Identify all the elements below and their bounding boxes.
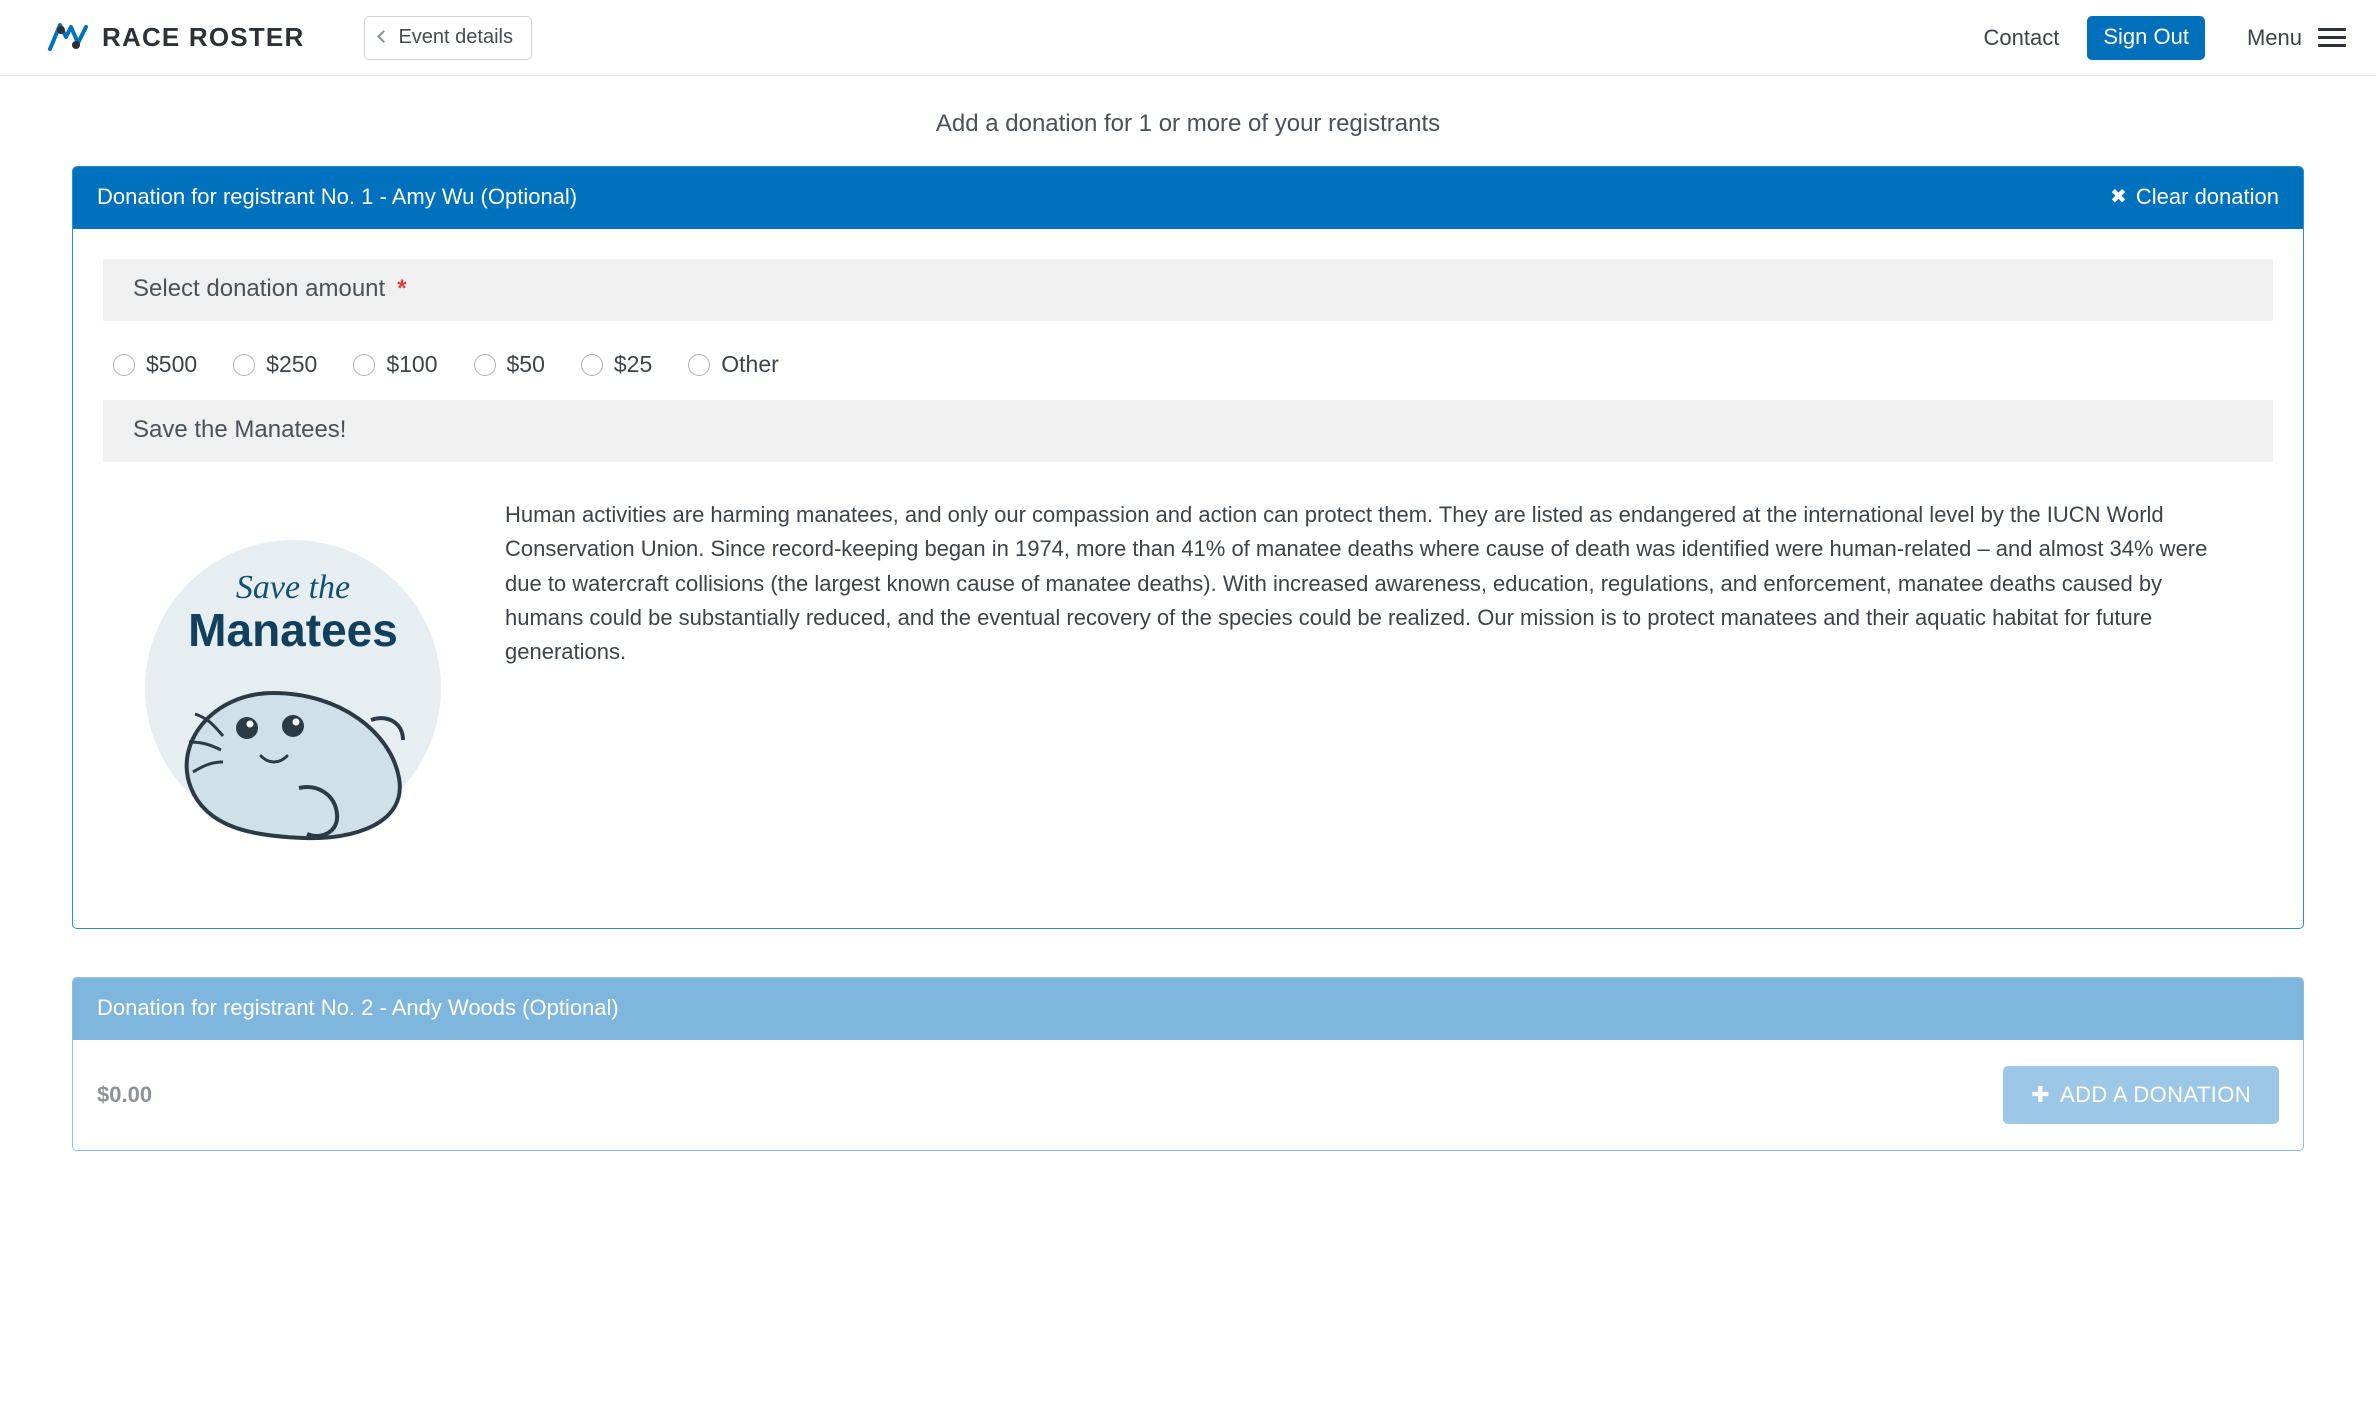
- donation-panel-1-header: [73, 167, 2303, 229]
- header-actions: [1984, 16, 2346, 60]
- select-donation-amount-header: [103, 259, 2273, 321]
- donation-panel-1-title: Donation for registrant No. 1 - Amy Wu (Optional): [97, 184, 578, 209]
- radio-circle-icon: [233, 354, 255, 376]
- page-content: [0, 76, 2376, 1151]
- close-x-icon: ✖: [2110, 186, 2127, 208]
- cause-title: Save the Manatees!: [133, 416, 347, 443]
- radio-label-100: $100: [386, 351, 438, 377]
- sign-out-button[interactable]: Sign Out: [2087, 16, 2205, 60]
- donation-panel-2-body: [73, 1040, 2303, 1150]
- radio-option-other[interactable]: [688, 351, 779, 378]
- radio-label-25: $25: [613, 351, 653, 377]
- svg-text:Save the: Save the: [235, 569, 351, 606]
- radio-circle-icon: [688, 354, 710, 376]
- donation-amount-radio-group: [103, 321, 2273, 400]
- donation-panel-registrant-2: [72, 977, 2304, 1151]
- radio-option-25[interactable]: [581, 351, 652, 378]
- cause-header: [103, 400, 2273, 462]
- cause-content: [103, 462, 2273, 898]
- donation-panel-1-body: [73, 229, 2303, 928]
- clear-donation-label: Clear donation: [2135, 184, 2279, 209]
- select-donation-amount-label: Select donation amount: [133, 275, 386, 302]
- radio-label-50: $50: [506, 351, 545, 377]
- radio-option-250[interactable]: [233, 351, 317, 378]
- chevron-left-icon: [378, 30, 391, 43]
- brand-logo[interactable]: [48, 21, 304, 55]
- cause-description: Human activities are harming manatees, and only our compassion and action can protect them. They are listed as endangered at the international level by the IUCN World Conservation Union. Since record-keeping began in 1974, more than 41% of manatee deaths where cause of death was identified were human-related – and almost 34% were due to watercraft collisions (the largest known cause of manatee deaths). With increased awareness, education, regulations, and enforcement, manatee deaths caused by humans could be substantially reduced, and the eventual recovery of the species could be realized. Our mission is to protect manatees and their aquatic habitat for future generations.: [505, 502, 2208, 665]
- menu-label: Menu: [2246, 24, 2302, 50]
- donation-panel-2-title: Donation for registrant No. 2 - Andy Woods (Optional): [97, 995, 619, 1020]
- svg-text:Manatees: Manatees: [188, 604, 398, 656]
- add-a-donation-button[interactable]: [2003, 1066, 2279, 1124]
- event-details-button[interactable]: [364, 16, 532, 60]
- clear-donation-button[interactable]: [2110, 184, 2279, 210]
- donation-panel-registrant-1: [72, 166, 2304, 929]
- plus-icon: ✚: [2031, 1082, 2050, 1107]
- brand-name: RACE ROSTER: [102, 22, 305, 52]
- save-the-manatees-logo-icon: [103, 488, 483, 888]
- donation-2-amount: $0.00: [97, 1082, 153, 1107]
- radio-option-500[interactable]: [113, 351, 197, 378]
- radio-circle-icon: [581, 354, 603, 376]
- hamburger-icon: [2318, 23, 2346, 52]
- donation-panel-2-header: [73, 978, 2303, 1040]
- menu-toggle[interactable]: [2247, 23, 2346, 52]
- race-roster-logo-icon: [48, 21, 88, 55]
- event-details-label: Event details: [398, 25, 513, 48]
- contact-link[interactable]: Contact: [1983, 24, 2060, 50]
- radio-label-250: $250: [266, 351, 318, 377]
- radio-option-100[interactable]: [353, 351, 437, 378]
- radio-option-50[interactable]: [474, 351, 545, 378]
- page-subtitle: Add a donation for 1 or more of your registrants: [935, 110, 1441, 137]
- radio-label-other: Other: [721, 351, 779, 377]
- site-header: [0, 0, 2376, 76]
- required-marker: *: [397, 275, 407, 302]
- radio-circle-icon: [353, 354, 375, 376]
- radio-label-500: $500: [146, 351, 198, 377]
- radio-circle-icon: [474, 354, 496, 376]
- radio-circle-icon: [113, 354, 135, 376]
- add-a-donation-label: ADD A DONATION: [2060, 1082, 2251, 1107]
